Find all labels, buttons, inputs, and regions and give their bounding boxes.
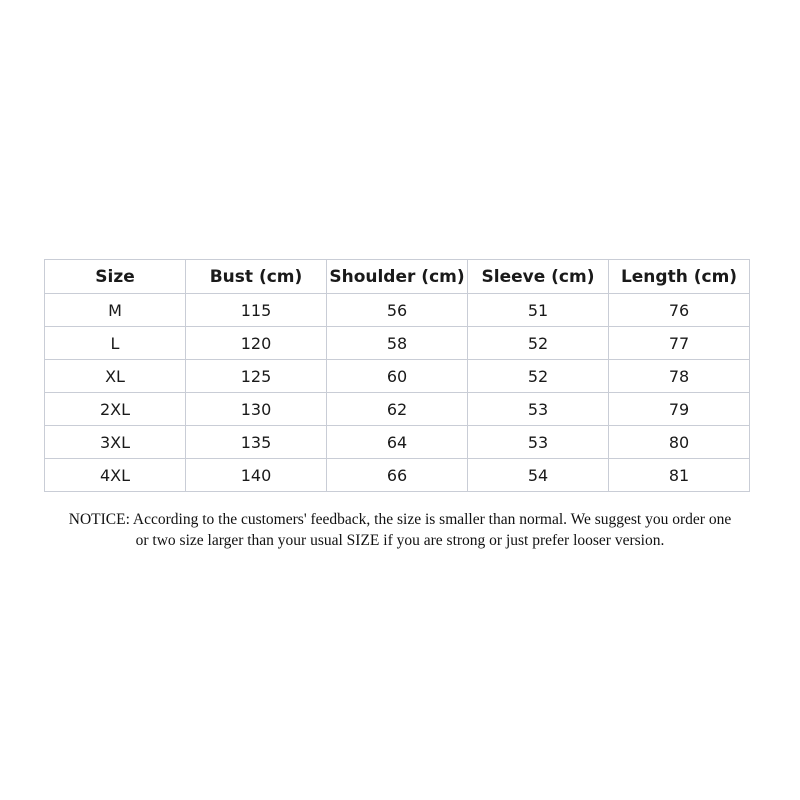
cell-length: 78	[609, 360, 750, 393]
column-header-bust: Bust (cm)	[186, 260, 327, 294]
cell-sleeve: 52	[468, 327, 609, 360]
cell-shoulder: 66	[327, 459, 468, 492]
header-row	[45, 260, 750, 294]
cell-length: 80	[609, 426, 750, 459]
table-row	[45, 426, 750, 459]
cell-size: 2XL	[45, 393, 186, 426]
cell-length: 77	[609, 327, 750, 360]
cell-length: 79	[609, 393, 750, 426]
table-row	[45, 327, 750, 360]
cell-shoulder: 64	[327, 426, 468, 459]
cell-bust: 120	[186, 327, 327, 360]
notice-line-2: or two size larger than your usual SIZE if you are strong or just prefer looser version.	[135, 532, 665, 549]
cell-shoulder: 58	[327, 327, 468, 360]
cell-shoulder: 60	[327, 360, 468, 393]
cell-length: 81	[609, 459, 750, 492]
cell-sleeve: 54	[468, 459, 609, 492]
cell-size: M	[45, 294, 186, 327]
cell-shoulder: 56	[327, 294, 468, 327]
cell-shoulder: 62	[327, 393, 468, 426]
cell-length: 76	[609, 294, 750, 327]
cell-bust: 140	[186, 459, 327, 492]
cell-sleeve: 53	[468, 426, 609, 459]
column-header-size: Size	[45, 260, 186, 294]
cell-size: 4XL	[45, 459, 186, 492]
cell-sleeve: 52	[468, 360, 609, 393]
cell-bust: 115	[186, 294, 327, 327]
table-row	[45, 393, 750, 426]
column-header-shoulder: Shoulder (cm)	[327, 260, 468, 294]
column-header-sleeve: Sleeve (cm)	[468, 260, 609, 294]
table-row	[45, 360, 750, 393]
table-row	[45, 294, 750, 327]
cell-sleeve: 51	[468, 294, 609, 327]
notice-line-1: NOTICE: According to the customers' feedback, the size is smaller than normal. We suggest you order one	[68, 511, 732, 528]
size-chart-table	[44, 259, 750, 492]
table-header	[45, 260, 750, 294]
cell-bust: 135	[186, 426, 327, 459]
cell-bust: 125	[186, 360, 327, 393]
cell-bust: 130	[186, 393, 327, 426]
column-header-length: Length (cm)	[609, 260, 750, 294]
cell-size: 3XL	[45, 426, 186, 459]
cell-size: L	[45, 327, 186, 360]
cell-sleeve: 53	[468, 393, 609, 426]
cell-size: XL	[45, 360, 186, 393]
table-body	[45, 294, 750, 492]
sizing-notice	[10, 509, 790, 551]
table-row	[45, 459, 750, 492]
